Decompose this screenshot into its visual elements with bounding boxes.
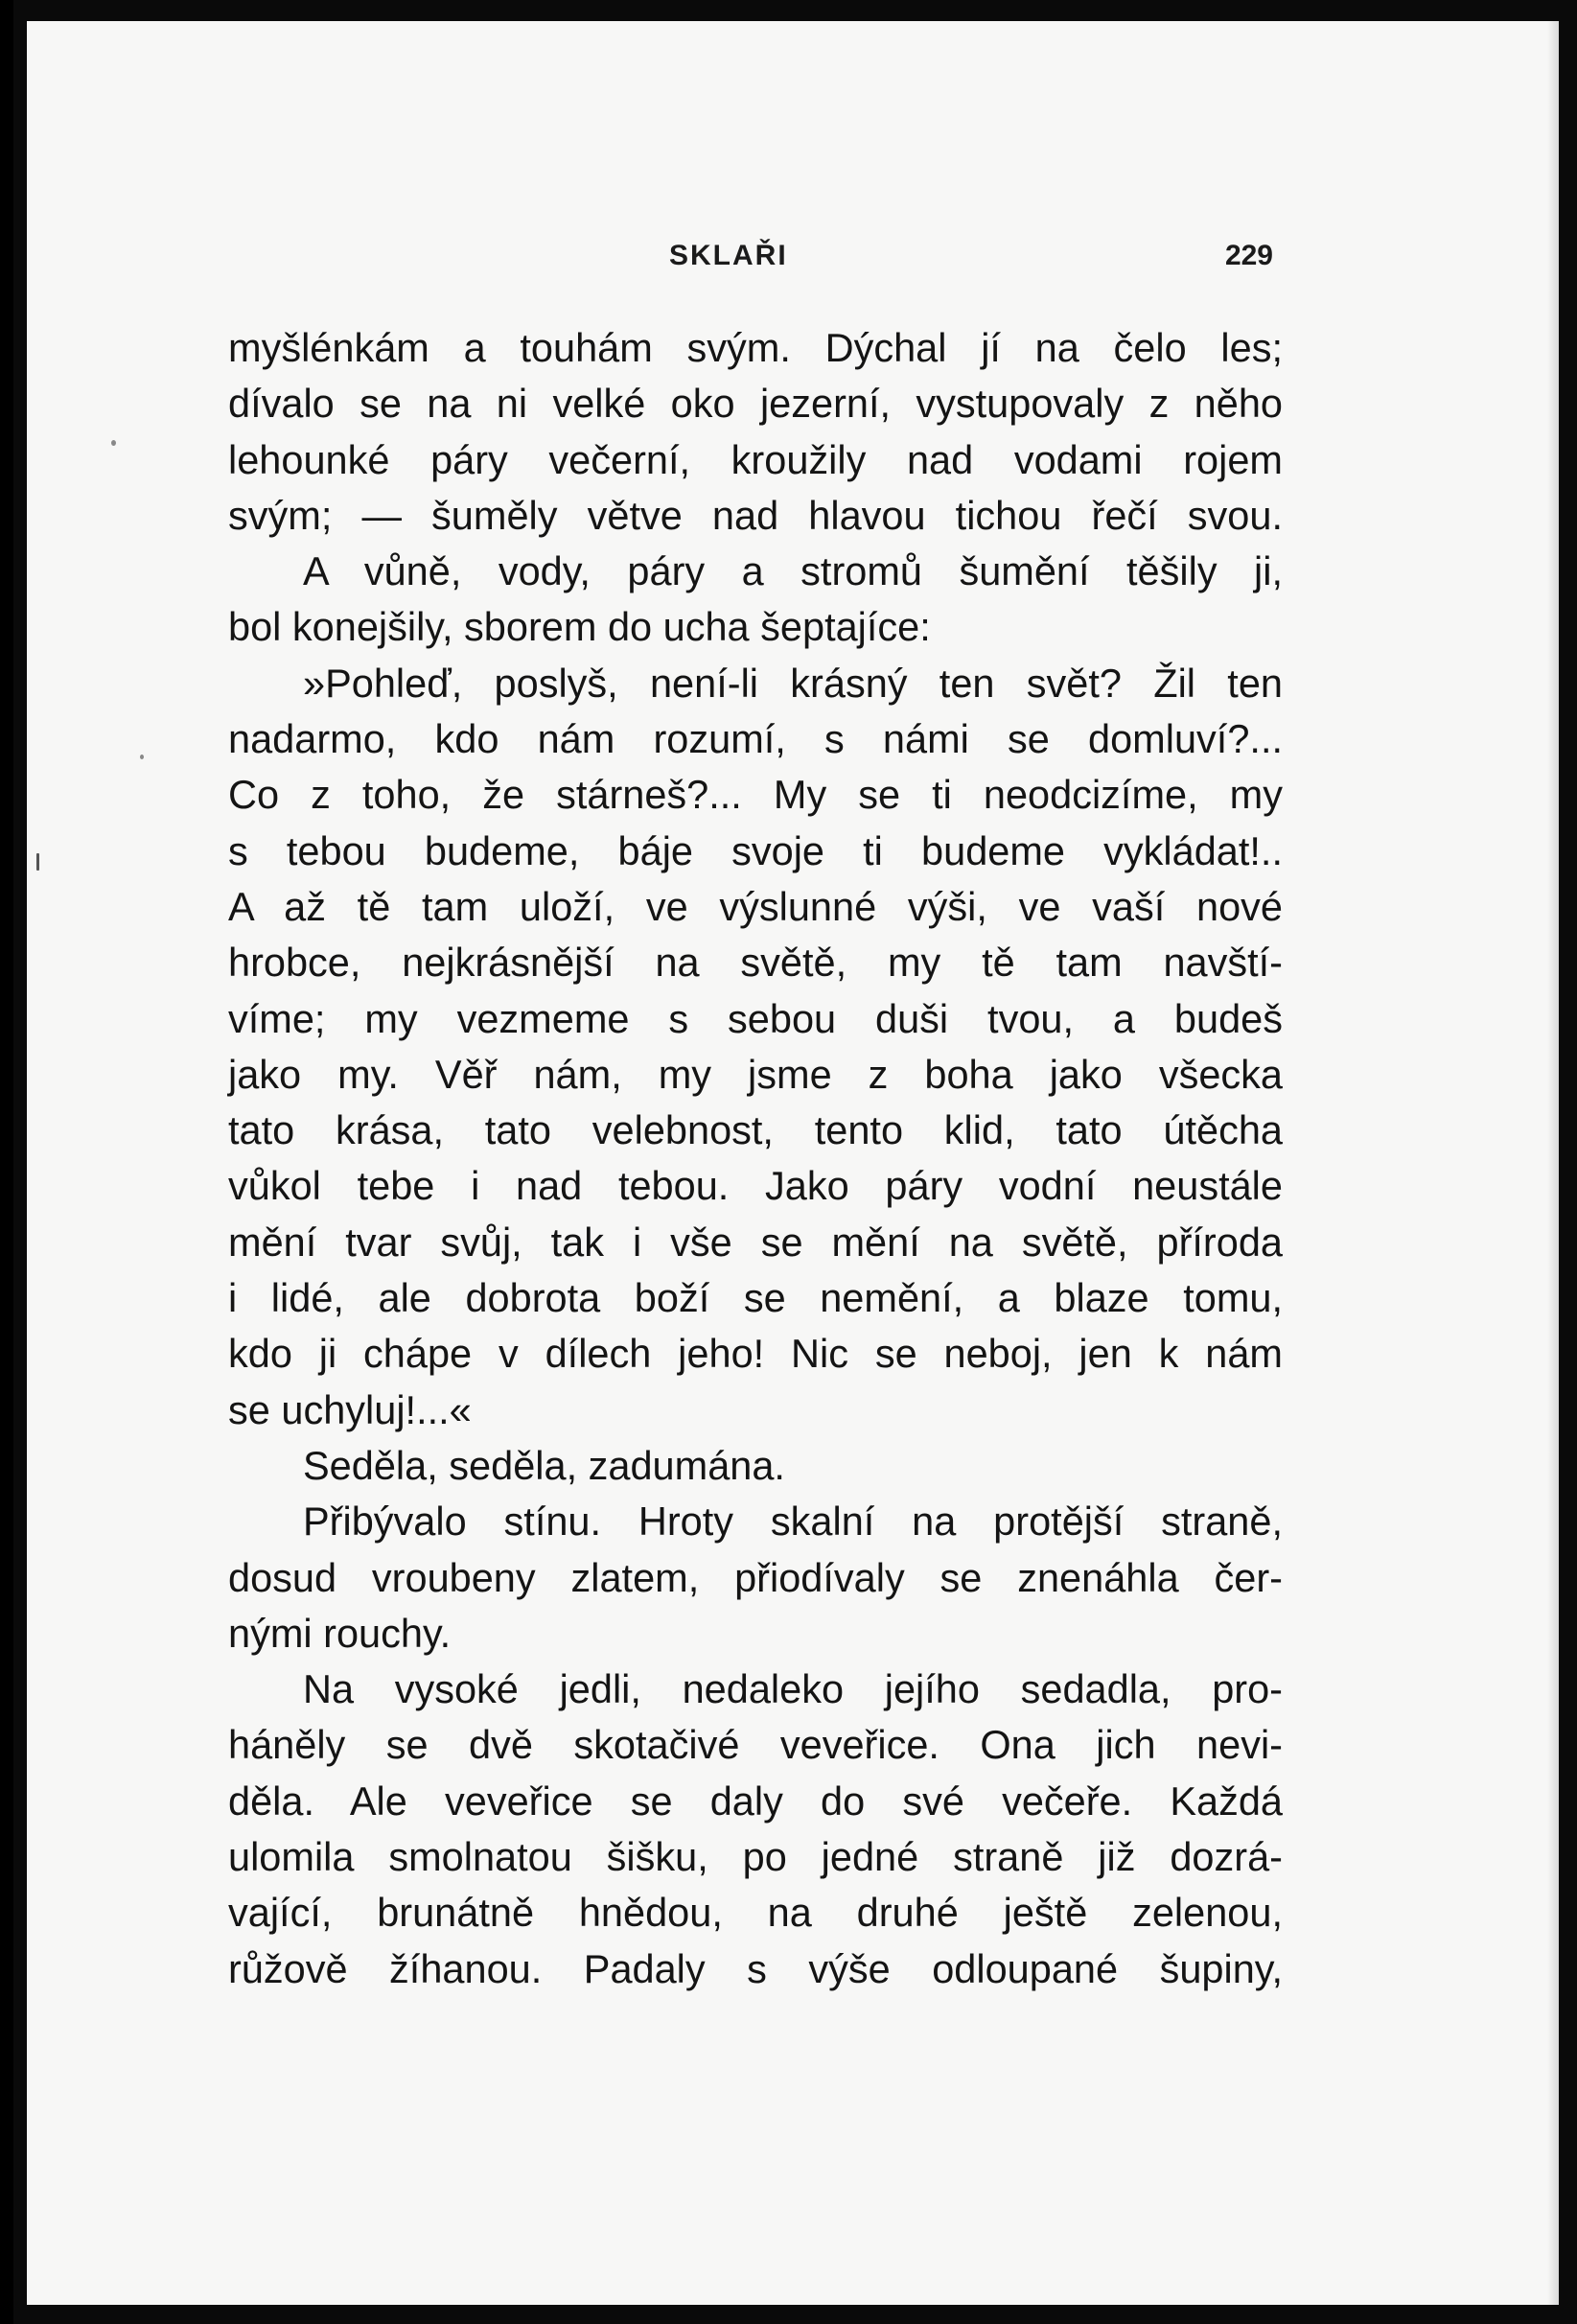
scan-left-edge: [0, 0, 13, 2324]
page-header: [219, 240, 1273, 282]
text-line: dosud vroubeny zlatem, přiodívaly se znenáhla čer-: [228, 1554, 1283, 1600]
text-line: vající, brunátně hnědou, na druhé ještě zelenou,: [228, 1890, 1283, 1936]
text-line: myšlénkám a touhám svým. Dýchal jí na čelo les;: [228, 325, 1283, 370]
text-line: tato krása, tato velebnost, tento klid, tato útěcha: [228, 1107, 1283, 1153]
scan-speck: [140, 755, 144, 759]
text-line: »Pohleď, poslyš, není-li krásný ten svět? Žil ten: [303, 660, 1283, 706]
text-line: dívalo se na ni velké oko jezerní, vystupovaly z něho: [228, 381, 1283, 427]
text-line: nadarmo, kdo nám rozumí, s námi se domluví?...: [228, 716, 1283, 762]
text-line: růžově žíhanou. Padaly s výše odloupané šupiny,: [228, 1945, 1283, 1991]
text-line: kdo ji chápe v dílech jeho! Nic se neboj, jen k nám: [228, 1331, 1283, 1377]
text-line: děla. Ale veveřice se daly do své večeře. Každá: [228, 1778, 1283, 1824]
text-line: Co z toho, že stárneš?... My se ti neodcizíme, my: [228, 772, 1283, 818]
text-line: Seděla, seděla, zadumána.: [303, 1442, 785, 1488]
scan-speck: [111, 440, 116, 446]
page-edge-shadow: [1547, 21, 1559, 2305]
text-line: bol konejšily, sborem do ucha šeptajíce:: [228, 604, 931, 650]
text-line: s tebou budeme, báje svoje ti budeme vykládat!..: [228, 827, 1283, 873]
text-line: A vůně, vody, páry a stromů šumění těšily ji,: [303, 548, 1283, 594]
text-line: svým; — šuměly větve nad hlavou tichou řečí svou.: [228, 492, 1283, 538]
text-line: Přibývalo stínu. Hroty skalní na protější straně,: [303, 1499, 1283, 1545]
scan-speck: [36, 853, 39, 871]
text-line: mění tvar svůj, tak i vše se mění na světě, příroda: [228, 1219, 1283, 1265]
body-text: [228, 320, 1283, 1997]
text-line: vůkol tebe i nad tebou. Jako páry vodní neustále: [228, 1163, 1283, 1209]
text-line: háněly se dvě skotačivé veveřice. Ona jich nevi-: [228, 1722, 1283, 1768]
text-line: Na vysoké jedli, nedaleko jejího sedadla, pro-: [303, 1666, 1283, 1712]
page-number: 229: [1224, 240, 1273, 271]
text-line: lehounké páry večerní, kroužily nad vodami rojem: [228, 436, 1283, 482]
text-line: víme; my vezmeme s sebou duši tvou, a budeš: [228, 995, 1283, 1041]
text-line: se uchyluj!...«: [228, 1386, 472, 1432]
text-line: i lidé, ale dobrota boží se nemění, a blaze tomu,: [228, 1275, 1283, 1321]
text-line: A až tě tam uloží, ve výslunné výši, ve vaší nové: [228, 883, 1283, 929]
running-head: SKLAŘI: [669, 240, 788, 271]
text-line: jako my. Věř nám, my jsme z boha jako všecka: [228, 1051, 1283, 1097]
book-page: [27, 21, 1559, 2305]
text-line: nými rouchy.: [228, 1610, 452, 1656]
text-line: hrobce, nejkrásnější na světě, my tě tam navští-: [228, 940, 1283, 986]
text-line: ulomila smolnatou šišku, po jedné straně již dozrá-: [228, 1834, 1283, 1880]
